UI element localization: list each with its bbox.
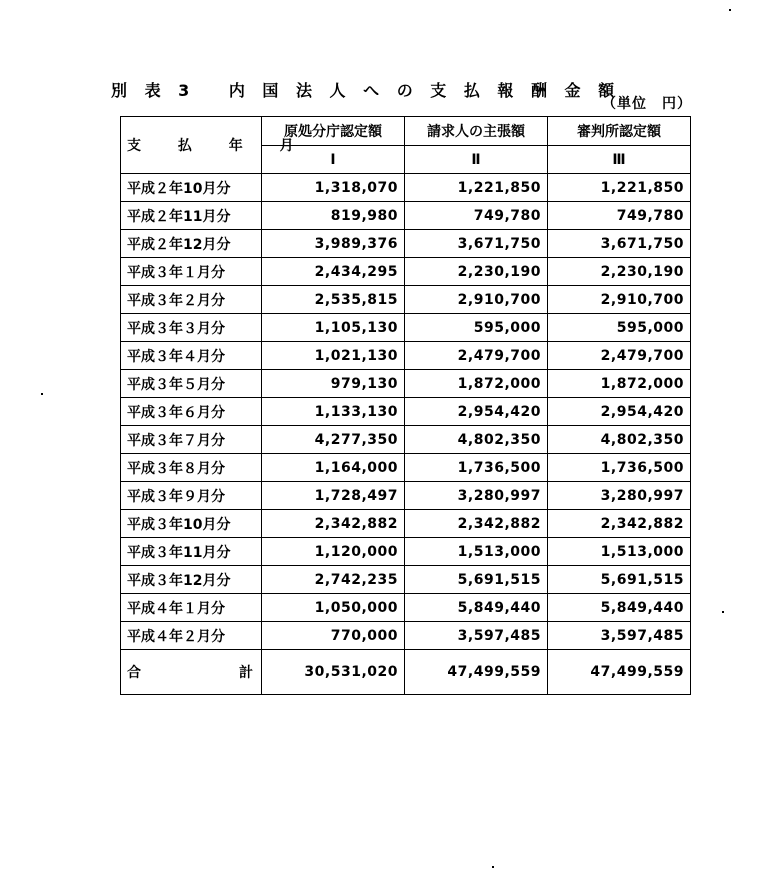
table-row <box>121 314 691 342</box>
period-cell: 平成３年７月分 <box>121 426 262 454</box>
period-cell: 平成３年１月分 <box>121 258 262 286</box>
amount-cell: 4,802,350 <box>548 426 691 454</box>
amount-cell: 3,671,750 <box>548 230 691 258</box>
amount-cell: 1,872,000 <box>405 370 548 398</box>
period-cell: 平成３年４月分 <box>121 342 262 370</box>
period-cell: 平成３年８月分 <box>121 454 262 482</box>
amount-cell: 3,280,997 <box>548 482 691 510</box>
amount-cell: 1,221,850 <box>405 174 548 202</box>
amount-cell: 5,849,440 <box>405 594 548 622</box>
amount-cell: 2,910,700 <box>405 286 548 314</box>
amount-cell: 4,277,350 <box>262 426 405 454</box>
amount-cell: 2,342,882 <box>548 510 691 538</box>
period-cell: 平成３年12月分 <box>121 566 262 594</box>
table-row <box>121 426 691 454</box>
period-cell: 平成３年２月分 <box>121 286 262 314</box>
amount-cell: 5,691,515 <box>405 566 548 594</box>
amount-cell: 4,802,350 <box>405 426 548 454</box>
total-amount-cell: 47,499,559 <box>548 650 691 695</box>
amount-cell: 2,342,882 <box>262 510 405 538</box>
amount-cell: 1,105,130 <box>262 314 405 342</box>
document-title: 別 表 3 内 国 法 人 へ の 支 払 報 酬 金 額 <box>111 81 621 100</box>
amount-cell: 1,221,850 <box>548 174 691 202</box>
amount-cell: 1,050,000 <box>262 594 405 622</box>
amount-cell: 819,980 <box>262 202 405 230</box>
total-amount-cell: 30,531,020 <box>262 650 405 695</box>
amount-cell: 979,130 <box>262 370 405 398</box>
unit-label: （単位 円） <box>602 96 692 112</box>
column-numeral-1: Ⅰ <box>262 146 405 174</box>
amount-cell: 595,000 <box>548 314 691 342</box>
table-row <box>121 398 691 426</box>
amount-cell: 3,280,997 <box>405 482 548 510</box>
amount-cell: 1,133,130 <box>262 398 405 426</box>
scan-speck <box>722 611 724 613</box>
period-cell: 平成３年９月分 <box>121 482 262 510</box>
total-amount-cell: 47,499,559 <box>405 650 548 695</box>
total-row <box>121 650 691 695</box>
amount-cell: 3,597,485 <box>405 622 548 650</box>
period-cell: 平成３年６月分 <box>121 398 262 426</box>
amount-cell: 5,691,515 <box>548 566 691 594</box>
table-row <box>121 622 691 650</box>
table-row <box>121 258 691 286</box>
period-cell: 平成３年11月分 <box>121 538 262 566</box>
period-cell: 平成４年１月分 <box>121 594 262 622</box>
column-header-original: 原処分庁認定額 <box>262 117 405 146</box>
period-cell: 平成３年３月分 <box>121 314 262 342</box>
table-row <box>121 482 691 510</box>
period-column-header: 支 払 年 月 <box>121 117 262 174</box>
table-row <box>121 370 691 398</box>
total-label: 合 計 <box>121 650 262 695</box>
period-cell: 平成３年５月分 <box>121 370 262 398</box>
amount-cell: 2,910,700 <box>548 286 691 314</box>
scan-speck <box>729 9 731 11</box>
column-numeral-3: Ⅲ <box>548 146 691 174</box>
amount-cell: 1,164,000 <box>262 454 405 482</box>
amount-cell: 3,597,485 <box>548 622 691 650</box>
table-row <box>121 454 691 482</box>
amount-cell: 1,513,000 <box>405 538 548 566</box>
table-row <box>121 286 691 314</box>
amount-cell: 1,021,130 <box>262 342 405 370</box>
table-row <box>121 230 691 258</box>
amount-cell: 2,535,815 <box>262 286 405 314</box>
table-row <box>121 594 691 622</box>
amount-cell: 770,000 <box>262 622 405 650</box>
table-row <box>121 202 691 230</box>
column-header-tribunal: 審判所認定額 <box>548 117 691 146</box>
amount-cell: 1,318,070 <box>262 174 405 202</box>
amount-cell: 1,120,000 <box>262 538 405 566</box>
amount-cell: 595,000 <box>405 314 548 342</box>
amount-cell: 1,513,000 <box>548 538 691 566</box>
amount-cell: 3,671,750 <box>405 230 548 258</box>
table-row <box>121 510 691 538</box>
amount-cell: 2,479,700 <box>548 342 691 370</box>
table-row <box>121 566 691 594</box>
amount-cell: 1,872,000 <box>548 370 691 398</box>
period-cell: 平成２年11月分 <box>121 202 262 230</box>
amount-cell: 1,728,497 <box>262 482 405 510</box>
period-cell: 平成３年10月分 <box>121 510 262 538</box>
amount-cell: 2,342,882 <box>405 510 548 538</box>
period-cell: 平成２年10月分 <box>121 174 262 202</box>
amount-cell: 749,780 <box>548 202 691 230</box>
amount-cell: 3,989,376 <box>262 230 405 258</box>
table-row <box>121 342 691 370</box>
column-numeral-2: Ⅱ <box>405 146 548 174</box>
table-row <box>121 538 691 566</box>
amount-cell: 2,230,190 <box>405 258 548 286</box>
amount-cell: 1,736,500 <box>548 454 691 482</box>
amount-cell: 2,479,700 <box>405 342 548 370</box>
table-row <box>121 174 691 202</box>
amount-cell: 2,434,295 <box>262 258 405 286</box>
period-cell: 平成４年２月分 <box>121 622 262 650</box>
amount-cell: 2,954,420 <box>548 398 691 426</box>
amount-cell: 1,736,500 <box>405 454 548 482</box>
payment-table <box>120 116 691 695</box>
period-cell: 平成２年12月分 <box>121 230 262 258</box>
scan-speck <box>41 393 43 395</box>
amount-cell: 2,954,420 <box>405 398 548 426</box>
amount-cell: 749,780 <box>405 202 548 230</box>
amount-cell: 2,742,235 <box>262 566 405 594</box>
amount-cell: 5,849,440 <box>548 594 691 622</box>
scan-speck <box>492 866 494 868</box>
column-header-claimant: 請求人の主張額 <box>405 117 548 146</box>
amount-cell: 2,230,190 <box>548 258 691 286</box>
